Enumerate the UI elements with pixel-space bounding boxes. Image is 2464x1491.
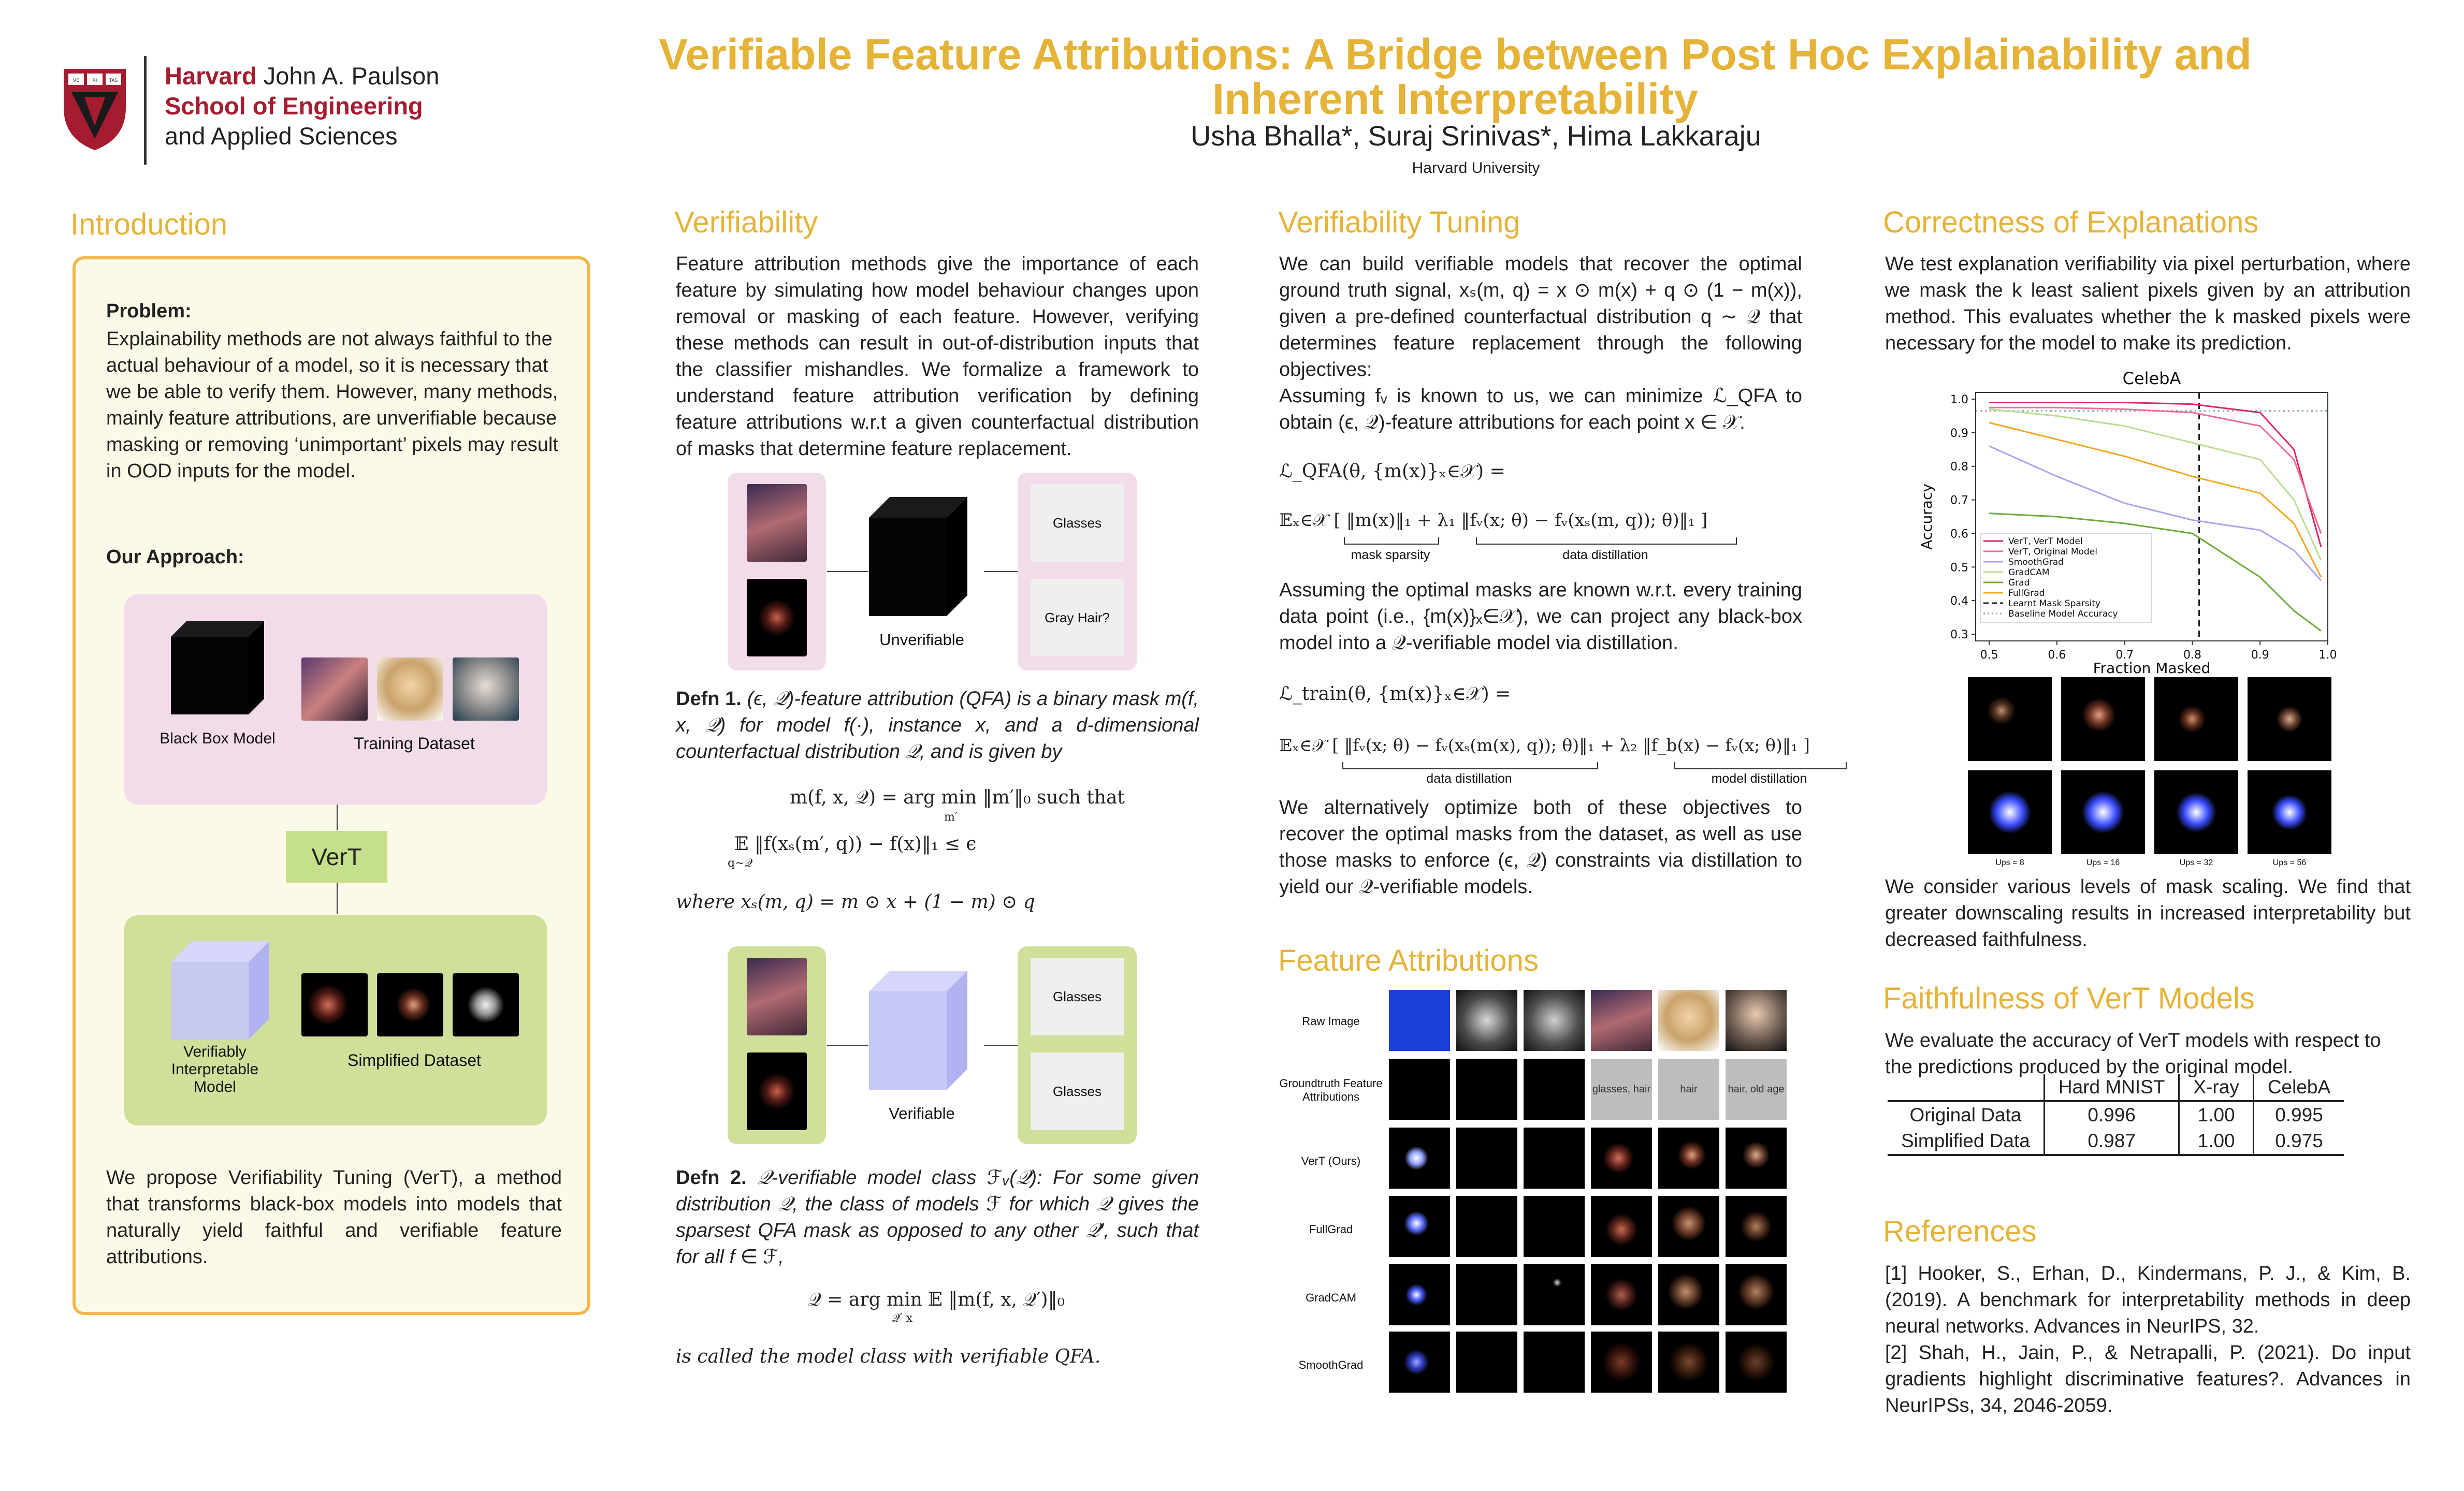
faithfulness-text: We evaluate the accuracy of VerT models with respect to the predictions produced by the original model.: [1885, 1030, 2381, 1078]
celeba-mask-ups8: [1968, 677, 2052, 761]
qfa-loss-lhs: ℒ_QFA(θ, {m(x)}ₓ∈𝒳) =: [1279, 461, 1505, 482]
correctness-text-1: We test explanation verifiability via pixel perturbation, where we mask the k least salient pixels given by an attribution method. This evaluates whether the k masked pixels were necessary for the model to make its prediction.: [1885, 253, 2411, 354]
gradcam-celeb-1: [1591, 1264, 1652, 1325]
train-loss-lhs: ℒ_train(θ, {m(x)}ₓ∈𝒳) =: [1279, 683, 1511, 705]
celeba-mask-ups56: [2248, 677, 2331, 761]
x-tick-label: 0.9: [2251, 649, 2269, 662]
affiliation: Harvard University: [1412, 159, 1540, 177]
verifiable-masked-image: [747, 1053, 807, 1130]
feature-attributions-heading: Feature Attributions: [1278, 944, 1539, 977]
black-box-cube-icon: [171, 621, 264, 720]
flow-arrow-1: [337, 805, 338, 830]
data-distillation-label-2: data distillation: [1426, 771, 1512, 786]
defn1-equation-2-subscript: q∼𝒬: [728, 857, 753, 870]
defn2-title: Defn 2.: [676, 1167, 747, 1189]
unverifiable-masked-image: [747, 579, 807, 656]
gradcam-mnist: [1389, 1264, 1450, 1325]
verifiable-caption: Verifiable: [889, 1104, 955, 1122]
defn1-title: Defn 1.: [676, 688, 742, 710]
defn1-equation-1-subscript: m′: [944, 811, 958, 824]
gradcam-celeb-3: [1726, 1264, 1787, 1325]
defn2-equation: 𝒬 = arg min 𝔼 ‖m(f, x, 𝒬′)‖₀: [808, 1289, 1065, 1310]
training-image-3: [453, 657, 519, 721]
verifiability-intro-text: Feature attribution methods give the importance of each feature by simulating how model behaviour changes upon removal or masking of each feature. However, verifying these methods can result in out-of-distribution inputs that the classifier mishandles. We formalize a framework to understand feature attribution verification by defining feature attributions w.r.t a given counterfactual distribution of masks that determine feature replacement.: [676, 253, 1199, 460]
shield-letters-1: VE: [73, 78, 79, 83]
mnist-mask-ups56: [2248, 770, 2331, 854]
shield-letters-2: RI: [92, 78, 97, 83]
model-distillation-label: model distillation: [1711, 771, 1807, 786]
training-image-2: [377, 657, 443, 721]
legend-label: Grad: [2008, 578, 2030, 588]
table-cell: 0.975: [2253, 1128, 2344, 1155]
legend-label: Learnt Mask Sparsity: [2008, 598, 2101, 609]
vert-celeb-2: [1658, 1128, 1719, 1189]
poster-title: Verifiable Feature Attributions: A Bridge between Post Hoc Explainability and Inherent Interpretability: [659, 30, 2252, 123]
series-line-vert-vert-model: [1989, 402, 2321, 547]
faithfulness-heading: Faithfulness of VerT Models: [1883, 982, 2255, 1015]
arrow-to-verifiable: [827, 1045, 868, 1046]
harvard-shield-icon: [61, 66, 128, 152]
table-header: CelebA: [2253, 1074, 2344, 1101]
raw-xray-1: [1456, 990, 1517, 1051]
institution-logo-text: [165, 61, 439, 151]
defn1-equation-2: 𝔼 ‖f(xₛ(m′, q)) − f(x)‖₁ ≤ ϵ: [734, 834, 977, 855]
legend-label: SmoothGrad: [2008, 557, 2064, 567]
table-cell: 1.00: [2179, 1128, 2253, 1155]
feature-attributions-grid: [1279, 984, 1807, 1398]
unverifiable-cube-icon: [869, 497, 967, 621]
logo-harvard: Harvard: [165, 62, 257, 90]
correctness-heading: Correctness of Explanations: [1883, 206, 2259, 239]
data-distillation-label-1: data distillation: [1562, 548, 1648, 562]
tuning-heading: Verifiability Tuning: [1278, 206, 1520, 239]
x-axis-label: Fraction Masked: [2093, 660, 2211, 677]
verifiable-input-image: [747, 958, 807, 1035]
verifiable-model-label: Verifiably Interpretable Model: [171, 1043, 259, 1095]
smoothgrad-mnist: [1389, 1332, 1450, 1393]
problem-text: Explainability methods are not always faithful to the actual behaviour of a model, so it is necessary that we be able to verify them. However, many methods, mainly feature attributions, are unverifiable because masking or removing ‘unimportant’ pixels may result in OOD inputs for the model.: [106, 328, 558, 482]
legend-label: VerT, VerT Model: [2008, 536, 2083, 547]
logo-applied: and Applied Sciences: [165, 122, 398, 150]
smoothgrad-celeb-1: [1591, 1332, 1652, 1393]
shield-letters-3: TAS: [109, 78, 118, 83]
table-header-row: [1888, 1074, 2344, 1101]
gradcam-xray-2: [1524, 1264, 1585, 1325]
simplified-image-1: [301, 973, 368, 1036]
y-tick-label: 0.9: [1950, 427, 1968, 440]
unverifiable-output-2: Gray Hair?: [1031, 579, 1124, 656]
introduction-heading: Introduction: [70, 208, 228, 241]
verifiable-cube-icon: [171, 941, 269, 1040]
row-label-raw: Raw Image: [1302, 1015, 1360, 1028]
simplified-image-2: [377, 973, 443, 1036]
row-label-fullgrad: FullGrad: [1309, 1223, 1353, 1236]
fullgrad-celeb-3: [1726, 1196, 1787, 1257]
flow-arrow-2: [337, 883, 338, 914]
authors: Usha Bhalla*, Suraj Srinivas*, Hima Lakkaraju: [1191, 121, 1761, 152]
vert-celeb-1: [1591, 1128, 1652, 1189]
y-tick-label: 0.3: [1950, 628, 1968, 642]
defn2-equation-subscript: 𝒬′ x: [892, 1312, 913, 1325]
defn1-text: (ϵ, 𝒬)-feature attribution (QFA) is a binary mask m(f, x, 𝒬) for model f(·), instance x, and a d-dimensional counterfactual distribution 𝒬, and is given by: [676, 688, 1199, 763]
row-label-gradcam: GradCAM: [1306, 1291, 1356, 1304]
data-distillation-brace: [1476, 537, 1737, 545]
vert-xray-2: [1524, 1128, 1585, 1189]
verifiable-output-2: Glasses: [1031, 1053, 1124, 1130]
mnist-mask-ups32: [2154, 770, 2238, 854]
model-distillation-brace: [1674, 762, 1847, 769]
y-tick-label: 0.5: [1950, 561, 1968, 575]
mnist-mask-ups8: [1968, 770, 2052, 854]
celeba-mask-ups32: [2154, 677, 2238, 761]
celeba-mask-ups16: [2061, 677, 2145, 761]
vert-mnist: [1389, 1128, 1450, 1189]
verifiable-model-cube-icon: [869, 971, 967, 1095]
gradcam-celeb-2: [1658, 1264, 1719, 1325]
gt-xray-2: [1524, 1059, 1585, 1120]
simplified-dataset-label: Simplified Dataset: [347, 1051, 481, 1070]
fullgrad-celeb-2: [1658, 1196, 1719, 1257]
chart-title: CelebA: [2122, 369, 2181, 388]
smoothgrad-xray-1: [1456, 1332, 1517, 1393]
qfa-loss-rhs: 𝔼ₓ∈𝒳 [ ‖m(x)‖₁ + λ₁ ‖fᵥ(x; θ) − fᵥ(xₛ(m, q)); θ)‖₁ ]: [1279, 510, 1708, 531]
smoothgrad-xray-2: [1524, 1332, 1585, 1393]
defn2-text: 𝒬-verifiable model class ℱᵥ(𝒬): For some given distribution 𝒬, the class of models ℱ for which 𝒬 gives the sparsest QFA mask as opposed to any other 𝒬′, such that for all f ∈ ℱ,: [676, 1167, 1199, 1268]
reference-item: [2] Shah, H., Jain, P., & Netrapalli, P. (2021). Do input gradients highlight discriminative features?. Advances in NeurIPSs, 34, 2046-2059.: [1885, 1342, 2411, 1416]
y-tick-label: 0.6: [1950, 528, 1968, 541]
references-heading: References: [1883, 1215, 2037, 1248]
x-tick-label: 0.8: [2183, 649, 2201, 662]
fullgrad-celeb-1: [1591, 1196, 1652, 1257]
chart-legend: [1980, 534, 2151, 623]
tuning-text-4: We alternatively optimize both of these objectives to recover the optimal masks from the dataset, as well as use those masks to enforce (ϵ, 𝒬) constraints via distillation to yield our 𝒬-verifiable models.: [1279, 797, 1802, 898]
x-tick-label: 0.7: [2115, 649, 2134, 662]
smoothgrad-celeb-3: [1726, 1332, 1787, 1393]
fullgrad-xray-2: [1524, 1196, 1585, 1257]
vert-method-label: VerT: [286, 831, 387, 883]
defn1-where: where xₛ(m, q) = m ⊙ x + (1 − m) ⊙ q: [676, 891, 1035, 913]
logo-paulson: John A. Paulson: [256, 62, 440, 90]
defn2-tail: is called the model class with verifiable QFA.: [676, 1346, 1101, 1367]
fullgrad-xray-1: [1456, 1196, 1517, 1257]
table-cell: Simplified Data: [1888, 1128, 2044, 1155]
raw-xray-2: [1524, 990, 1585, 1051]
mask-caption-ups16: Ups = 16: [2086, 858, 2120, 867]
y-tick-label: 0.8: [1950, 460, 1968, 474]
smoothgrad-celeb-2: [1658, 1332, 1719, 1393]
x-tick-label: 0.5: [1980, 649, 1998, 662]
mnist-mask-ups16: [2061, 770, 2145, 854]
faithfulness-table: [1888, 1074, 2344, 1156]
table-cell: 1.00: [2179, 1101, 2253, 1128]
reference-item: [1] Hooker, S., Erhan, D., Kindermans, P. J., & Kim, B. (2019). A benchmark for interpretability methods in deep neural networks. Advances in NeurIPS, 32.: [1885, 1263, 2411, 1337]
table-cell: Original Data: [1909, 1104, 2022, 1125]
y-tick-label: 0.4: [1950, 595, 1968, 608]
tuning-text-1: We can build verifiable models that recover the optimal ground truth signal, xₛ(m, q) = x ⊙ m(x) + q ⊙ (1 − m(x)), given a pre-defined counterfactual distribution q ∼ 𝒬 that determines feature replacement through the following objectives:: [1279, 253, 1802, 381]
table-row: [1888, 1128, 2344, 1155]
fullgrad-mnist: [1389, 1196, 1450, 1257]
approach-label: Our Approach:: [106, 546, 244, 568]
training-image-1: [301, 657, 368, 721]
table-header: Hard MNIST: [2044, 1074, 2179, 1101]
gt-xray-1: [1456, 1059, 1517, 1120]
x-tick-label: 0.6: [2048, 649, 2066, 662]
raw-celeb-1: [1591, 990, 1652, 1051]
train-loss-rhs: 𝔼ₓ∈𝒳 [ ‖fᵥ(x; θ) − fᵥ(xₛ(m(x), q)); θ)‖₁ + λ₂ ‖f_b(x) − fᵥ(x; θ)‖₁ ]: [1279, 735, 1810, 755]
mask-caption-ups8: Ups = 8: [1995, 858, 2024, 867]
training-dataset-label: Training Dataset: [354, 734, 475, 753]
mask-caption-ups32: Ups = 32: [2179, 858, 2213, 867]
mask-sparsity-brace: [1344, 537, 1439, 545]
table-header: [1888, 1074, 2044, 1101]
legend-label: FullGrad: [2008, 588, 2045, 598]
series-line-vert-original-model: [1989, 407, 2321, 533]
raw-celeb-2: [1658, 990, 1719, 1051]
y-axis-label: Accuracy: [1918, 484, 1935, 550]
vert-celeb-3: [1726, 1128, 1787, 1189]
defn1-equation-1: m(f, x, 𝒬) = arg min ‖m′‖₀ such that: [790, 787, 1125, 808]
raw-mnist: [1389, 990, 1450, 1051]
data-distillation-brace-2: [1342, 762, 1598, 769]
legend-label: VerT, Original Model: [2008, 547, 2097, 557]
defn2-block: [676, 1165, 1199, 1270]
approach-closing-text: We propose Verifiability Tuning (VerT), a method that transforms black-box models into models that naturally yield faithful and verifiable feature attributions.: [106, 1167, 562, 1268]
mask-caption-ups56: Ups = 56: [2272, 858, 2307, 867]
table-row: [1888, 1101, 2344, 1128]
logo-school: School of Engineering: [165, 92, 423, 120]
problem-label: Problem:: [106, 300, 192, 322]
defn1-block: [676, 686, 1199, 765]
gt-celeb-1: glasses, hair: [1591, 1059, 1652, 1120]
table-cell: 0.995: [2253, 1101, 2344, 1128]
gt-celeb-2: hair: [1658, 1059, 1719, 1120]
table-header: X-ray: [2179, 1074, 2253, 1101]
verifiable-output-1: Glasses: [1031, 958, 1124, 1035]
mask-scaling-examples: [1968, 677, 2330, 867]
gradcam-xray-1: [1456, 1264, 1517, 1325]
y-tick-label: 0.7: [1950, 494, 1968, 507]
black-box-label: Black Box Model: [160, 730, 276, 747]
row-label-vert: VerT (Ours): [1301, 1154, 1361, 1167]
table-cell: 0.996: [2044, 1101, 2179, 1128]
unverifiable-input-image: [747, 484, 807, 562]
mask-sparsity-label: mask sparsity: [1351, 548, 1430, 562]
gt-celeb-3: hair, old age: [1726, 1059, 1787, 1120]
x-tick-label: 1.0: [2318, 649, 2337, 662]
gt-mnist: [1389, 1059, 1450, 1120]
y-tick-label: 1.0: [1950, 393, 1968, 406]
tuning-text-2: Assuming fᵥ is known to us, we can minimize ℒ_QFA to obtain (ϵ, 𝒬)-feature attributions for each point x ∈ 𝒳.: [1279, 385, 1802, 433]
raw-celeb-3: [1726, 990, 1787, 1051]
correctness-text-2: We consider various levels of mask scaling. We find that greater downscaling results in increased interpretability but decreased faithfulness.: [1885, 876, 2411, 951]
row-label-groundtruth: Groundtruth Feature Attributions: [1279, 1077, 1383, 1103]
legend-label: GradCAM: [2008, 567, 2050, 578]
legend-label: Baseline Model Accuracy: [2008, 609, 2118, 619]
row-label-smoothgrad: SmoothGrad: [1298, 1358, 1364, 1371]
unverifiable-caption: Unverifiable: [879, 631, 964, 649]
logo-divider: [144, 56, 147, 165]
unverifiable-output-1: Glasses: [1031, 484, 1124, 562]
vert-xray-1: [1456, 1128, 1517, 1189]
tuning-text-3: Assuming the optimal masks are known w.r.t. every training data point (i.e., {m(x)}ₓ∈𝒳), we can project any black-box model into a 𝒬-verifiable model via distillation.: [1279, 579, 1802, 654]
simplified-image-3: [453, 973, 519, 1036]
celeba-accuracy-chart: [1916, 362, 2341, 678]
verifiability-heading: Verifiability: [674, 206, 818, 239]
table-cell: 0.987: [2044, 1128, 2179, 1155]
arrow-to-blackbox: [827, 571, 868, 572]
